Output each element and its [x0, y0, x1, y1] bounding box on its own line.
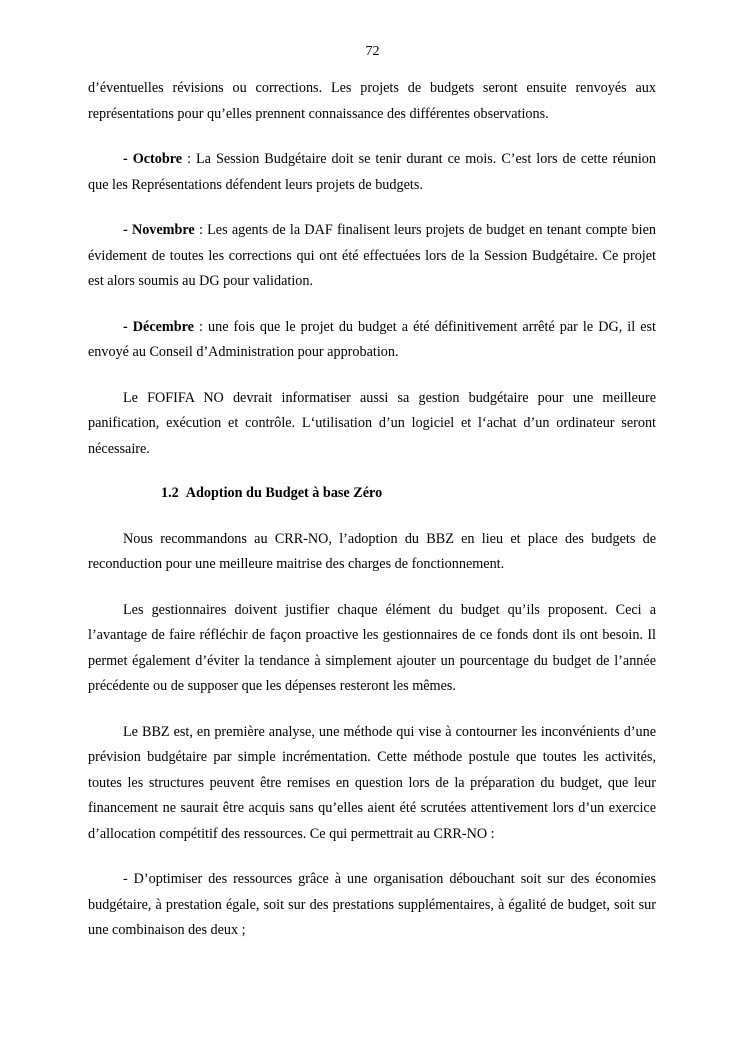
- paragraph-novembre: [88, 218, 656, 295]
- section-title: Adoption du Budget à base Zéro: [185, 485, 383, 501]
- paragraph-informatisation: Le FOFIFA NO devrait informatiser aussi sa gestion budgétaire pour une meilleure panification, exécution et contrôle. L‘utilisation d’un logiciel et l‘achat d’un ordinateur seront nécessaire.: [88, 389, 656, 457]
- paragraph-octobre: [88, 147, 656, 198]
- month-label-octobre: - Octobre: [123, 151, 183, 167]
- paragraph-recommandation: Nous recommandons au CRR-NO, l’adoption du BBZ en lieu et place des budgets de reconduction pour une meilleure maitrise des charges de fonctionnement.: [88, 530, 656, 572]
- paragraph-novembre-text: : Les agents de la DAF finalisent leurs projets de budget en tenant compte bien évidement de toutes les corrections qui ont été effectuées lors de la Session Budgétaire. Ce projet est alors soumis au DG pour validation.: [88, 222, 656, 289]
- paragraph-bbz-analyse: Le BBZ est, en première analyse, une méthode qui vise à contourner les inconvénients d’une prévision budgétaire par simple incrémentation. Cette méthode postule que toutes les activités, toutes les structures peuvent être remises en question lors de la préparation du budget, que leur financement ne saurait être acquis sans qu’elles aient été scrutées attentivement lors d’un exercice d’allocation compétitif des ressources. Ce qui permettrait au CRR-NO :: [88, 723, 656, 842]
- paragraph-gestionnaires: Les gestionnaires doivent justifier chaque élément du budget qu’ils proposent. Ceci a l’avantage de faire réfléchir de façon proactive les gestionnaires de ce fonds dont ils ont besoin. Il permet également d’éviter la tendance à simplement ajouter un pourcentage du budget de l’année précédente ou de supposer que les dépenses resteront les mêmes.: [88, 601, 656, 694]
- section-heading: [88, 481, 656, 507]
- month-label-decembre: - Décembre: [123, 318, 194, 335]
- paragraph-continuation: d’éventuelles révisions ou corrections. Les projets de budgets seront ensuite renvoyés aux représentations pour qu’elles prennent connaissance des différentes observations.: [88, 80, 656, 122]
- paragraph-optimiser: - D’optimiser des ressources grâce à une organisation débouchant soit sur des économies budgétaire, à prestation égale, soit sur des prestations supplémentaires, à égalité de budget, soit sur une combinaison des deux ;: [88, 871, 656, 938]
- paragraph-decembre-text: : une fois que le projet du budget a été définitivement arrêté par le DG, il est envoyé au Conseil d’Administration pour approbation.: [88, 318, 656, 360]
- paragraph-octobre-text: : La Session Budgétaire doit se tenir durant ce mois. C’est lors de cette réunion que les Représentations défendent leurs projets de budgets.: [88, 151, 656, 193]
- page-body: [88, 76, 656, 944]
- paragraph-decembre: [88, 315, 656, 366]
- page-number: 72: [365, 44, 380, 59]
- section-number: 1.2: [161, 485, 179, 501]
- month-label-novembre: - Novembre: [123, 222, 195, 238]
